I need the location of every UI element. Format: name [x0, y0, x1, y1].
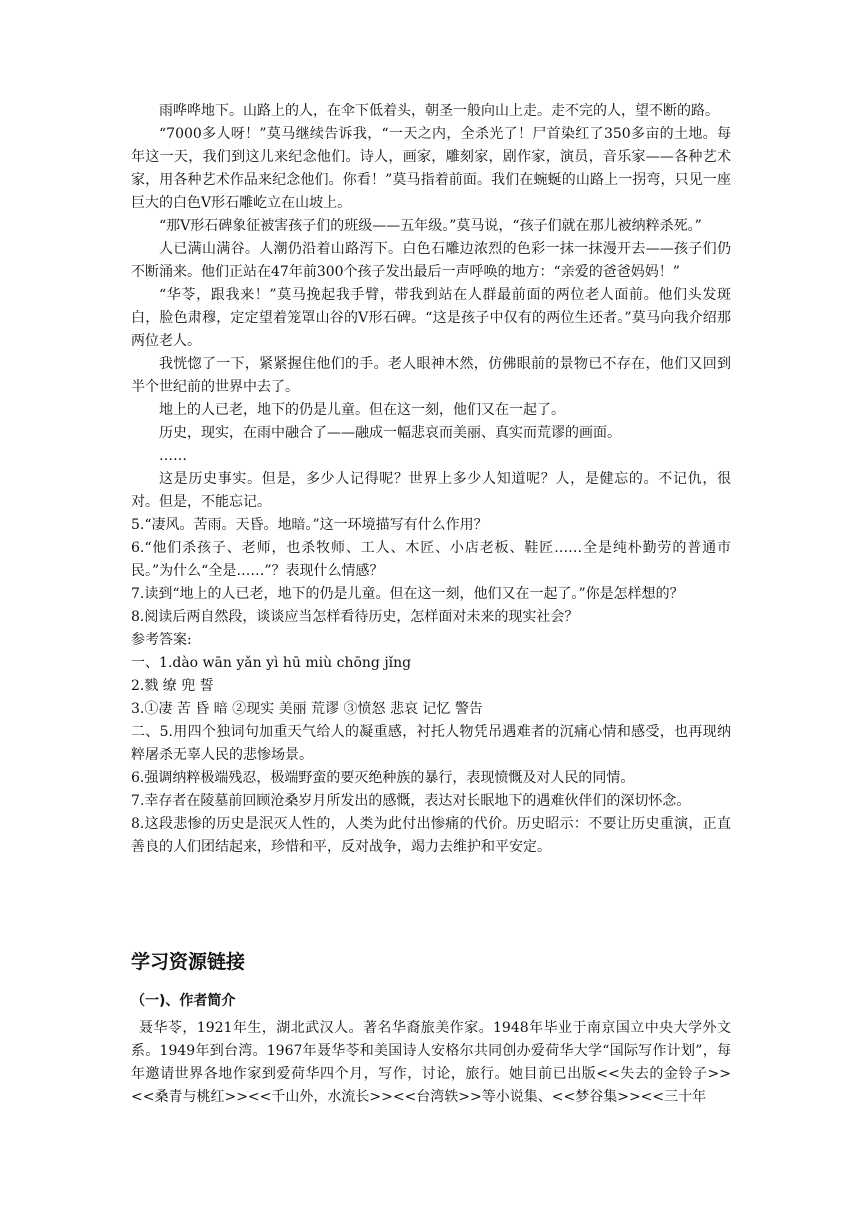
passage-paragraph: 雨哗哗地下。山路上的人，在伞下低着头，朝圣一般向山上走。走不完的人，望不断的路。: [159, 103, 719, 119]
passage-paragraph: 这是历史事实。但是，多少人记得呢？世界上多少人知道呢？人，是健忘的。不记仇，很对。但是，不能忘记。: [131, 471, 731, 510]
passage-paragraph: “那V形石碑象征被害孩子们的班级——五年级。”莫马说，“孩子们就在那儿被纳粹杀死。”: [159, 218, 702, 234]
passage-paragraph: 我恍惚了一下，紧紧握住他们的手。老人眼神木然，仿佛眼前的景物已不存在，他们又回到半个世纪前的世界中去了。: [131, 356, 731, 395]
answer-item: 7.幸存者在陵墓前回顾沧桑岁月所发出的感慨，表达对长眠地下的遇难伙伴们的深切怀念。: [131, 793, 691, 809]
answer-item: 一、1.dào wān yǎn yì hū miù chōng jǐng: [131, 655, 412, 671]
question-item: 6.“他们杀孩子、老师，也杀牧师、工人、木匠、小店老板、鞋匠……全是纯朴勤劳的普通市民。”为什么“全是……”？表现什么情感？: [131, 540, 731, 579]
question-item: 7.读到“地上的人已老，地下的仍是儿童。但在这一刻，他们又在一起了。”你是怎样想的？: [131, 586, 684, 602]
answer-item: 8.这段悲惨的历史是泯灭人性的，人类为此付出惨痛的代价。历史昭示：不要让历史重演，正直善良的人们团结起来，珍惜和平，反对战争，竭力去维护和平安定。: [131, 816, 731, 855]
passage-ellipsis: ……: [159, 448, 187, 464]
passage-paragraph: 地上的人已老，地下的仍是儿童。但在这一刻，他们又在一起了。: [159, 402, 565, 418]
section-heading: 学习资源链接: [131, 951, 246, 973]
passage-paragraph: “华苓，跟我来！”莫马挽起我手臂，带我到站在人群最前面的两位老人面前。他们头发斑白，脸色肃穆，定定望着笼罩山谷的V形石碑。“这是孩子中仅有的两位生还者。”莫马向我介绍那两位老人。: [131, 287, 731, 349]
passage-paragraph: 历史，现实，在雨中融合了——融成一幅悲哀而美丽、真实而荒谬的画面。: [159, 425, 621, 441]
answer-item: 3.①凄 苦 昏 暗 ②现实 美丽 荒谬 ③愤怒 悲哀 记忆 警告: [131, 701, 483, 717]
reading-passage: [131, 100, 731, 859]
sub-heading: （一)、作者简介: [131, 993, 236, 1009]
question-item: 8.阅读后两自然段，谈谈应当怎样看待历史，怎样面对未来的现实社会？: [131, 609, 579, 625]
answers-title: 参考答案:: [131, 632, 192, 648]
answer-item: 二、5.用四个独词句加重天气给人的凝重感，衬托人物凭吊遇难者的沉痛心情和感受，也再现纳粹屠杀无辜人民的悲惨场景。: [131, 724, 731, 763]
answer-item: 6.强调纳粹极端残忍，极端野蛮的要灭绝种族的暴行，表现愤慨及对人民的同情。: [131, 770, 635, 786]
passage-paragraph: “7000多人呀！”莫马继续告诉我，“一天之内，全杀光了！尸首染红了350多亩的土地。每年这一天，我们到这儿来纪念他们。诗人，画家，雕刻家，剧作家，演员，音乐家——各种艺术家，用各种艺术作品来纪念他们。你看！”莫马指着前面。我们在蜿蜒的山路上一拐弯，只见一座巨大的白色V形石雕屹立在山坡上。: [131, 126, 731, 211]
passage-paragraph: 人已满山满谷。人潮仍沿着山路泻下。白色石雕边浓烈的色彩一抹一抹漫开去——孩子们仍不断涌来。他们正站在47年前300个孩子发出最后一声呼唤的地方：“亲爱的爸爸妈妈！”: [131, 241, 731, 280]
question-item: 5.“凄风。苦雨。天昏。地暗。”这一环境描写有什么作用？: [131, 517, 488, 533]
author-bio: 聂华苓，1921年生，湖北武汉人。著名华裔旅美作家。1948年毕业于南京国立中央大学外文系。1949年到台湾。1967年聂华苓和美国诗人安格尔共同创办爱荷华大学“国际写作计划”，每年邀请世界各地作家到爱荷华四个月，写作，讨论，旅行。她目前已出版<<失去的金铃子>><<桑青与桃红>><<千山外，水流长>><<台湾轶>>等小说集、<<梦谷集>><<三十年: [131, 1020, 731, 1105]
answer-item: 2.戮 缭 兜 誓: [131, 678, 214, 694]
